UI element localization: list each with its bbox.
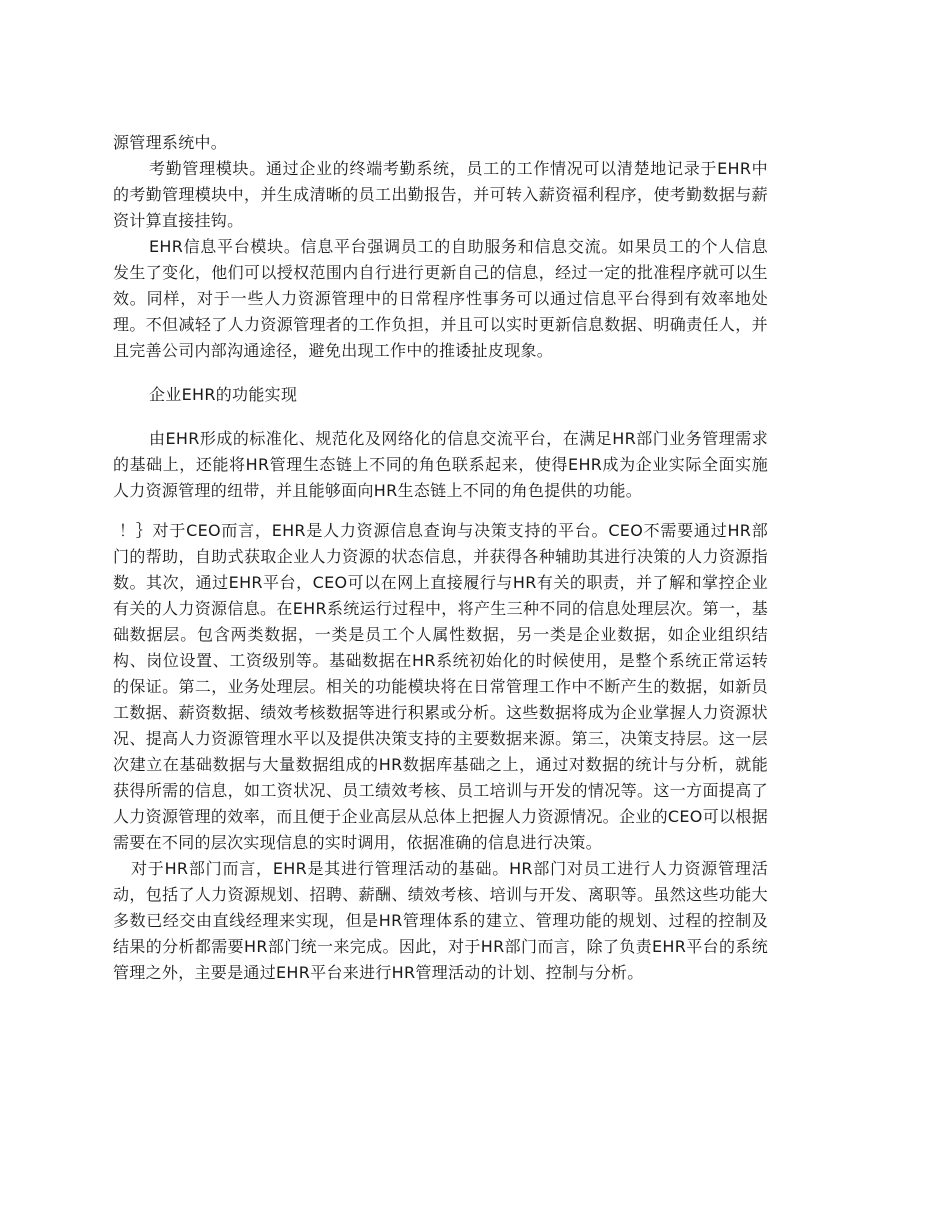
paragraph-ceo-perspective: ！｝对于CEO而言，EHR是人力资源信息查询与决策支持的平台。CEO不需要通过HR部门的帮助，自助式获取企业人力资源的状态信息，并获得各种辅助其进行决策的人力资源指数。其次，通过EHR平台，CEO可以在网上直接履行与HR有关的职责，并了解和掌控企业有关的人力资源信息。在EHR系统运行过程中，将产生三种不同的信息处理层次。第一，基础数据层。包含两类数据，一类是员工个人属性数据，另一类是企业数据，如企业组织结构、岗位设置、工资级别等。基础数据在HR系统初始化的时候使用，是整个系统正常运转的保证。第二，业务处理层。相关的功能模块将在日常管理工作中不断产生的数据，如新员工数据、薪资数据、绩效考核数据等进行积累或分析。这些数据将成为企业掌握人力资源状况、提高人力资源管理水平以及提供决策支持的主要数据来源。第三，决策支持层。这一层次建立在基础数据与大量数据组成的HR数据库基础之上，通过对数据的统计与分析，就能获得所需的信息，如工资状况、员工绩效考核、员工培训与开发的情况等。这一方面提高了人力资源管理的效率，而且便于企业高层从总体上把握人力资源情况。企业的CEO可以根据需要在不同的层次实现信息的实时调用，依据准确的信息进行决策。 xyxy=(113,521,768,852)
section-heading: 企业EHR的功能实现 xyxy=(149,385,298,404)
paragraph-attendance-module: 考勤管理模块。通过企业的终端考勤系统，员工的工作情况可以清楚地记录于EHR中的考勤管理模块中，并生成清晰的员工出勤报告，并可转入薪资福利程序，使考勤数据与薪资计算直接挂钩。 xyxy=(113,159,768,230)
paragraph-ehr-platform-intro: 由EHR形成的标准化、规范化及网络化的信息交流平台，在满足HR部门业务管理需求的基础上，还能将HR管理生态链上不同的角色联系起来，使得EHR成为企业实际全面实施人力资源管理的纽带，并且能够面向HR生态链上不同的角色提供的功能。 xyxy=(113,429,768,500)
paragraph-continuation: 源管理系统中。 xyxy=(113,133,228,152)
document-page xyxy=(113,130,768,986)
paragraph-info-platform-module: EHR信息平台模块。信息平台强调员工的自助服务和信息交流。如果员工的个人信息发生了变化，他们可以授权范围内自行进行更新自己的信息，经过一定的批准程序就可以生效。同样，对于一些人力资源管理中的日常程序性事务可以通过信息平台得到有效率地处理。不但减轻了人力资源管理者的工作负担，并且可以实时更新信息数据、明确责任人，并且完善公司内部沟通途径，避免出现工作中的推诿扯皮现象。 xyxy=(113,237,768,360)
paragraph-hr-department: 对于HR部门而言，EHR是其进行管理活动的基础。HR部门对员工进行人力资源管理活动，包括了人力资源规划、招聘、薪酬、绩效考核、培训与开发、离职等。虽然这些功能大多数已经交由直线经理来实现，但是HR管理体系的建立、管理功能的规划、过程的控制及结果的分析都需要HR部门统一来完成。因此，对于HR部门而言，除了负责EHR平台的系统管理之外，主要是通过EHR平台来进行HR管理活动的计划、控制与分析。 xyxy=(113,859,768,982)
